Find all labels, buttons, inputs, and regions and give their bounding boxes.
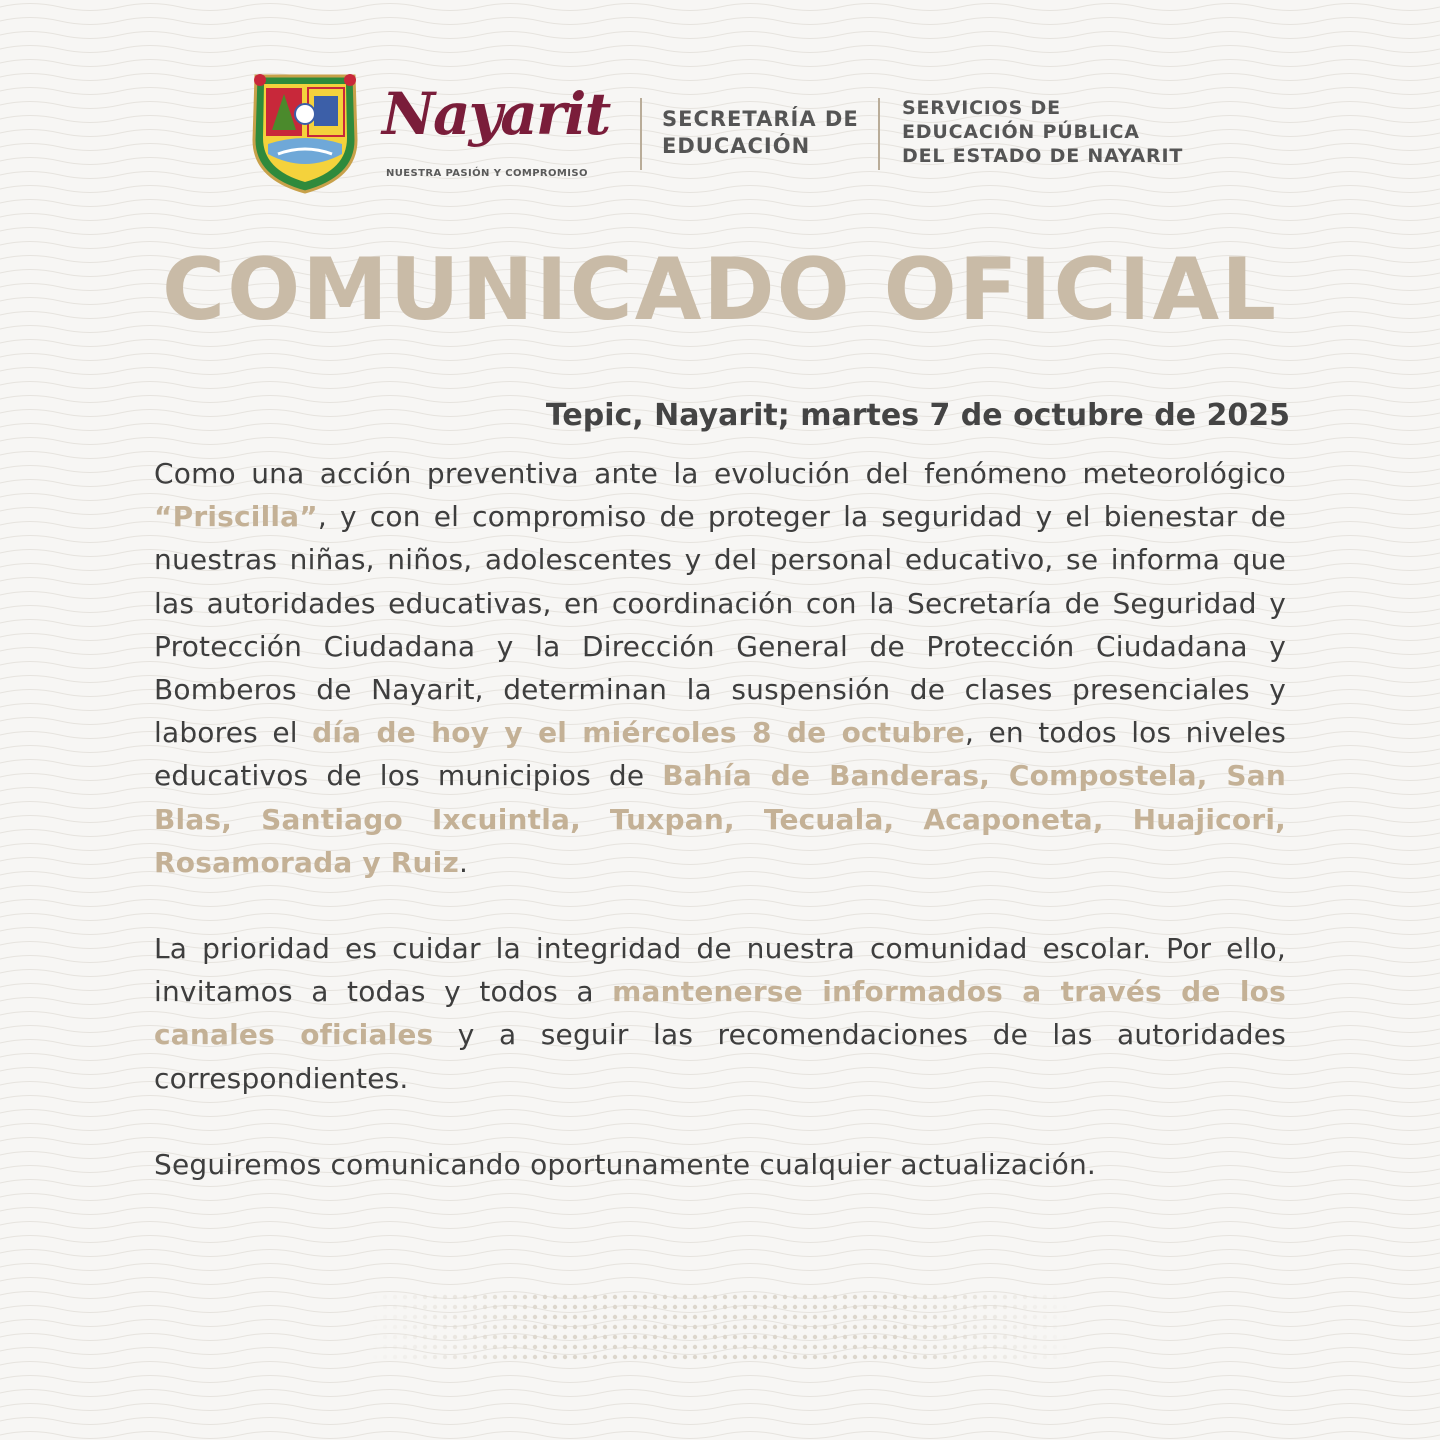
paragraph-3: Seguiremos comunicando oportunamente cualquier actualización. [154,1147,1097,1181]
highlight-dates: día de hoy y el miércoles 8 de octubre [312,716,965,750]
header [248,70,1208,200]
secretaria-logo-text [662,106,859,160]
header-divider [878,98,880,170]
date-line: Tepic, Nayarit; martes 7 de octubre de 2025 [545,398,1290,433]
nayarit-logo [382,80,622,194]
highlight-municipalities: Bahía de Banderas, Compostela, San Blas, Santiago Ixcuintla, Tuxpan, Tecuala, Acaponeta, Huajicori, Rosamorada y Ruiz [154,759,1286,879]
page-title: COMUNICADO OFICIAL [161,240,1279,340]
header-divider [640,98,642,170]
paragraph-1 [154,452,1286,884]
decorative-pattern [370,1292,1070,1362]
highlight-storm-name: “Priscilla” [154,500,318,534]
communique-body [154,452,1286,1186]
paragraph-2 [154,927,1286,1100]
services-line: EDUCACIÓN PÚBLICA [902,121,1140,143]
brand-tagline: NUESTRA PASIÓN Y COMPROMISO [386,168,588,179]
services-line: DEL ESTADO DE NAYARIT [902,145,1184,167]
services-logo-text [902,96,1183,168]
text-segment: Como una acción preventiva ante la evolución del fenómeno meteorológico [154,457,1286,490]
text-segment: y a seguir las recomendaciones de las autoridades correspondientes. [154,1018,1286,1095]
text-segment: , y con el compromiso de proteger la seguridad y el bienestar de nuestras niñas, niños, adolescentes y del personal educativo, se informa que las autoridades educativas, en coordinación con la Secretaría de Seguridad y Protección Ciudadana y la Dirección General de Protección Ciudadana y Bomberos de Nayarit, determinan la suspensión de clases presenciales y labores el [154,500,1286,750]
brand-name: Nayarit [382,80,610,148]
nayarit-coat-of-arms-icon [248,70,362,196]
highlight-official-channels: mantenerse informados a través de los canales oficiales [154,975,1286,1052]
text-segment: La prioridad es cuidar la integridad de nuestra comunidad escolar. Por ello, invitamos a todas y todos a [154,932,1286,1009]
secretaria-line: EDUCACIÓN [662,134,811,158]
text-segment: , en todos los niveles educativos de los municipios de [154,716,1286,793]
secretaria-line: SECRETARÍA DE [662,107,859,131]
text-segment: . [458,845,469,879]
services-line: SERVICIOS DE [902,97,1061,119]
